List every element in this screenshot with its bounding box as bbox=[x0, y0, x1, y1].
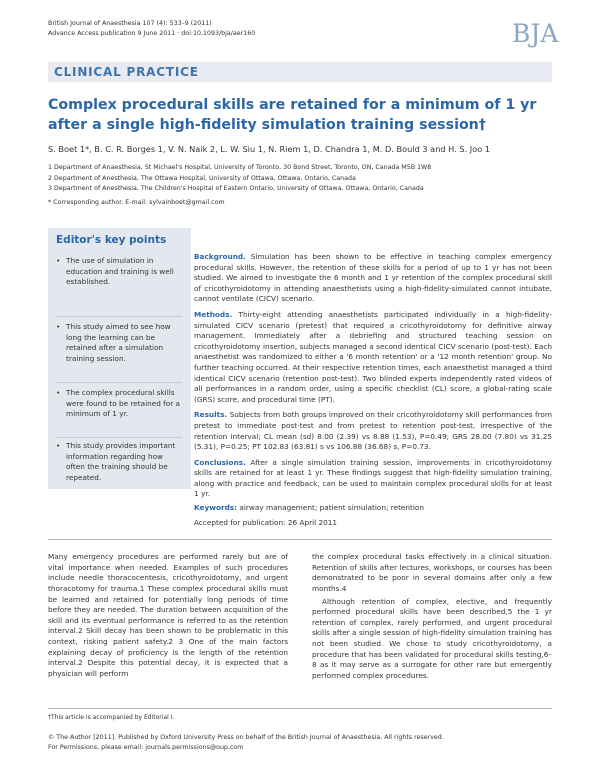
key-points-box bbox=[48, 228, 191, 489]
affiliations bbox=[48, 163, 568, 208]
key-point: • The complex procedural skills were found to be retained for a minimum of 1 yr. bbox=[56, 388, 181, 419]
section-label: CLINICAL PRACTICE bbox=[54, 65, 199, 79]
corresponding-author[interactable]: * Corresponding author. E-mail: sylvainboet@gmail.com bbox=[48, 198, 225, 206]
author-list: S. Boet 1*, B. C. R. Borges 1, V. N. Naik 2, L. W. Siu 1, N. Riem 1, D. Chandra 1, M. D. Bould 3 and H. S. Joo 1 bbox=[48, 144, 491, 154]
section-bar bbox=[48, 62, 552, 82]
key-points-heading: Editor's key points bbox=[56, 234, 167, 246]
copyright: © The Author [2011]. Published by Oxford University Press on behalf of the British Journal of Anaesthesia. All rights reserved. bbox=[48, 734, 444, 741]
copyright-block bbox=[48, 733, 444, 753]
divider bbox=[48, 539, 552, 540]
footnote: †This article is accompanied by Editorial I. bbox=[48, 714, 175, 721]
abstract bbox=[194, 252, 552, 505]
keywords: Keywords: airway management; patient simulation; retention bbox=[194, 503, 425, 512]
footnote-divider bbox=[48, 708, 552, 709]
affiliation-1: 1 Department of Anaesthesia, St Michael's Hospital, University of Toronto, 30 Bond Street, Toronto, ON, Canada M5B 1W8 bbox=[48, 164, 432, 171]
bja-logo: BJA bbox=[512, 19, 559, 48]
abstract-background: Background. Simulation has been shown to be effective in teaching complex emergency procedural skills. However, the retention of these skills for a period of up to 1 yr has not been studied. We aimed to investigate the 6 month and 1 yr retention of the complex procedural skill of cricothyroidotomy in attending anaesthetists using a high-fidelity-simulated cannot intubate, cannot ventilate (CICV) scenario. bbox=[194, 252, 552, 304]
divider bbox=[56, 382, 182, 383]
affiliation-2: 2 Department of Anesthesia, The Ottawa Hospital, University of Ottawa, Ottawa, Ontario, Canada bbox=[48, 174, 356, 182]
affiliation-3: 3 Department of Anesthesia, The Children's Hospital of Eastern Ontario, University of Ottawa, Ottawa, Ontario, Canada bbox=[48, 185, 424, 192]
accepted-date: Accepted for publication: 26 April 2011 bbox=[194, 518, 338, 527]
article-title: Complex procedural skills are retained for a minimum of 1 yr after a single high-fidelity simulation training session† bbox=[48, 97, 537, 133]
body-paragraph: Although retention of complex, elective, and frequently performed procedural skills have been described,5 the 1 yr retention of complex, rarely performed, and urgent procedural skills after a single session of high-fidelity simulation training has not been studied. We chose to study cricothyroidotomy, a procedure that has been validated for procedural skills testing,6–8 as it may serve as a surrogate for other rare but emergently performed complex procedures. bbox=[312, 596, 552, 680]
doi-line: Advance Access publication 9 June 2011 · doi:10.1093/bja/aer160 bbox=[48, 29, 256, 37]
abstract-methods: Methods. Thirty-eight attending anaesthetists participated individually in a high-fidelity-simulated CICV scenario (pretest) that required a cricothyroidotomy for definitive airway management. Immediately after a debriefing and structured teaching session on cricothyroidotomy insertion, subjects managed a second identical CICV scenario (post-test). Each anaesthetist was randomized to either a '6 month retention' or a '12 month retention' group. No further teaching occurred. At their respective retention times, each anaesthetist managed a third identical CICV scenario (retention post-test). Two blinded experts independently rated videos of all performances in a random order, using a specific checklist (CL) score, a global-rating scale (GRS) score, and procedural time (PT). bbox=[194, 309, 552, 404]
key-point: • This study aimed to see how long the learning can be retained after a simulation training session. bbox=[56, 322, 171, 363]
body-column-2 bbox=[312, 552, 552, 682]
divider bbox=[56, 316, 182, 317]
body-column-1 bbox=[48, 552, 288, 680]
abstract-conclusions: Conclusions. After a single simulation training session, improvements in cricothyroidotomy skills are retained for at least 1 yr. These findings suggest that high-fidelity simulation training, along with practice and feedback, can be used to maintain complex procedural skills for at least 1 yr. bbox=[194, 457, 553, 499]
body-paragraph: the complex procedural tasks effectively in a clinical situation. Retention of skills after lectures, workshops, or courses has been demonstrated to be poor in several domains after only a few months.4 bbox=[312, 552, 552, 593]
journal-citation: British Journal of Anaesthesia 107 (4): 533–9 (2011) bbox=[48, 20, 212, 27]
journal-header bbox=[48, 19, 255, 38]
body-paragraph: Many emergency procedures are performed rarely but are of vital importance when needed. Examples of such procedures include needle thoracocentesis, cricothyroidotomy, and urgent thoracotomy for trauma.1 These complex procedural skills must be learned and retained for potentially long periods of time before they are needed. The duration between acquisition of the skill and its eventual performance is referred to as the retention interval.2 Skill decay has been shown to be problematic in this context, risking patient safety.2 3 One of the main factors explaining decay of proficiency is the length of the retention interval.2 Despite this potential decay, it is expected that a physician will perform bbox=[48, 552, 288, 678]
divider bbox=[56, 437, 182, 438]
abstract-results: Results. Subjects from both groups improved on their cricothyroidotomy skill performances from pretest to immediate post-test and from pretest to retention post-test, irrespective of the retention interval; CL mean (sd) 8.00 (2.39) vs 8.88 (1.53), P=0.49; GRS 28.00 (7.80) vs 31.25 (5.31), P=0.25; PT 102.83 (63.81) s vs 106.88 (36.68) s, P=0.73. bbox=[194, 410, 552, 452]
key-point: • The use of simulation in education and training is well established. bbox=[56, 256, 174, 287]
key-point: • This study provides important information regarding how often the training should be repeated. bbox=[56, 441, 176, 482]
permissions-email[interactable]: For Permissions, please email: journals.permissions@oup.com bbox=[48, 744, 244, 751]
